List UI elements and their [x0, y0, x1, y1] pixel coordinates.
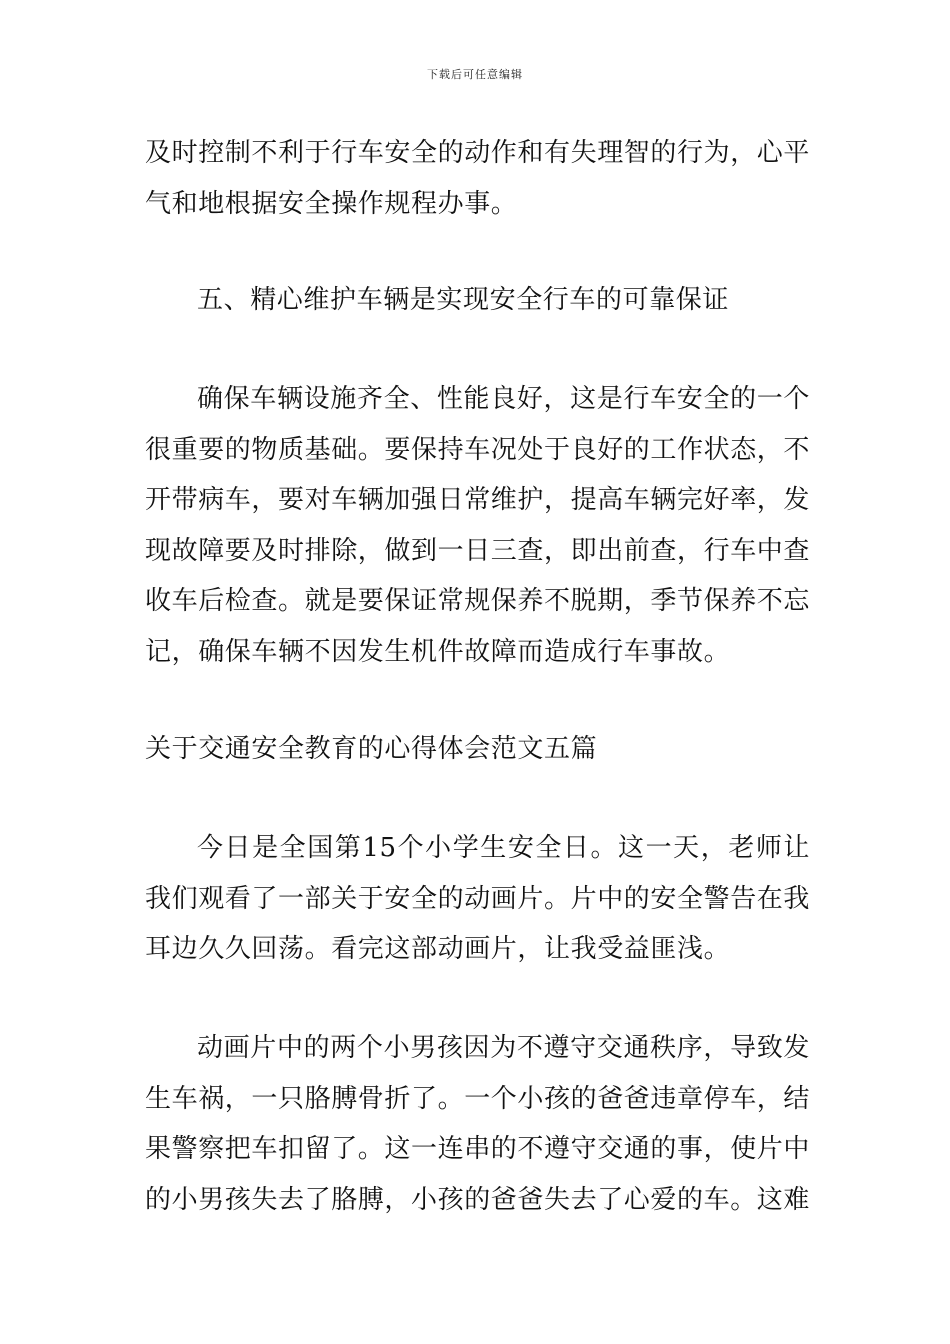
header-note: 下载后可任意编辑	[427, 68, 523, 81]
paragraph-safety-day: 今日是全国第15个小学生安全日。这一天，老师让我们观看了一部关于安全的动画片。片中的安全警告在我耳边久久回荡。看完这部动画片，让我受益匪浅。	[145, 833, 811, 964]
paragraph-continuation: 及时控制不利于行车安全的动作和有失理智的行为，心平气和地根据安全操作规程办事。	[145, 138, 811, 219]
paragraph-animation-story: 动画片中的两个小男孩因为不遵守交通秩序，导致发生车祸，一只胳膊骨折了。一个小孩的爸爸违章停车，结果警察把车扣留了。这一连串的不遵守交通的事，使片中的小男孩失去了胳膊，小孩的爸爸失去了心爱的车。这难	[145, 1033, 811, 1215]
section-heading-5: 五、精心维护车辆是实现安全行车的可靠保证	[197, 285, 730, 315]
article-title: 关于交通安全教育的心得体会范文五篇	[145, 734, 598, 764]
paragraph-vehicle-maintenance: 确保车辆设施齐全、性能良好，这是行车安全的一个很重要的物质基础。要保持车况处于良好的工作状态，不开带病车，要对车辆加强日常维护，提高车辆完好率，发现故障要及时排除，做到一日三查，即出前查，行车中查收车后检查。就是要保证常规保养不脱期，季节保养不忘记，确保车辆不因发生机件故障而造成行车事故。	[145, 384, 811, 667]
